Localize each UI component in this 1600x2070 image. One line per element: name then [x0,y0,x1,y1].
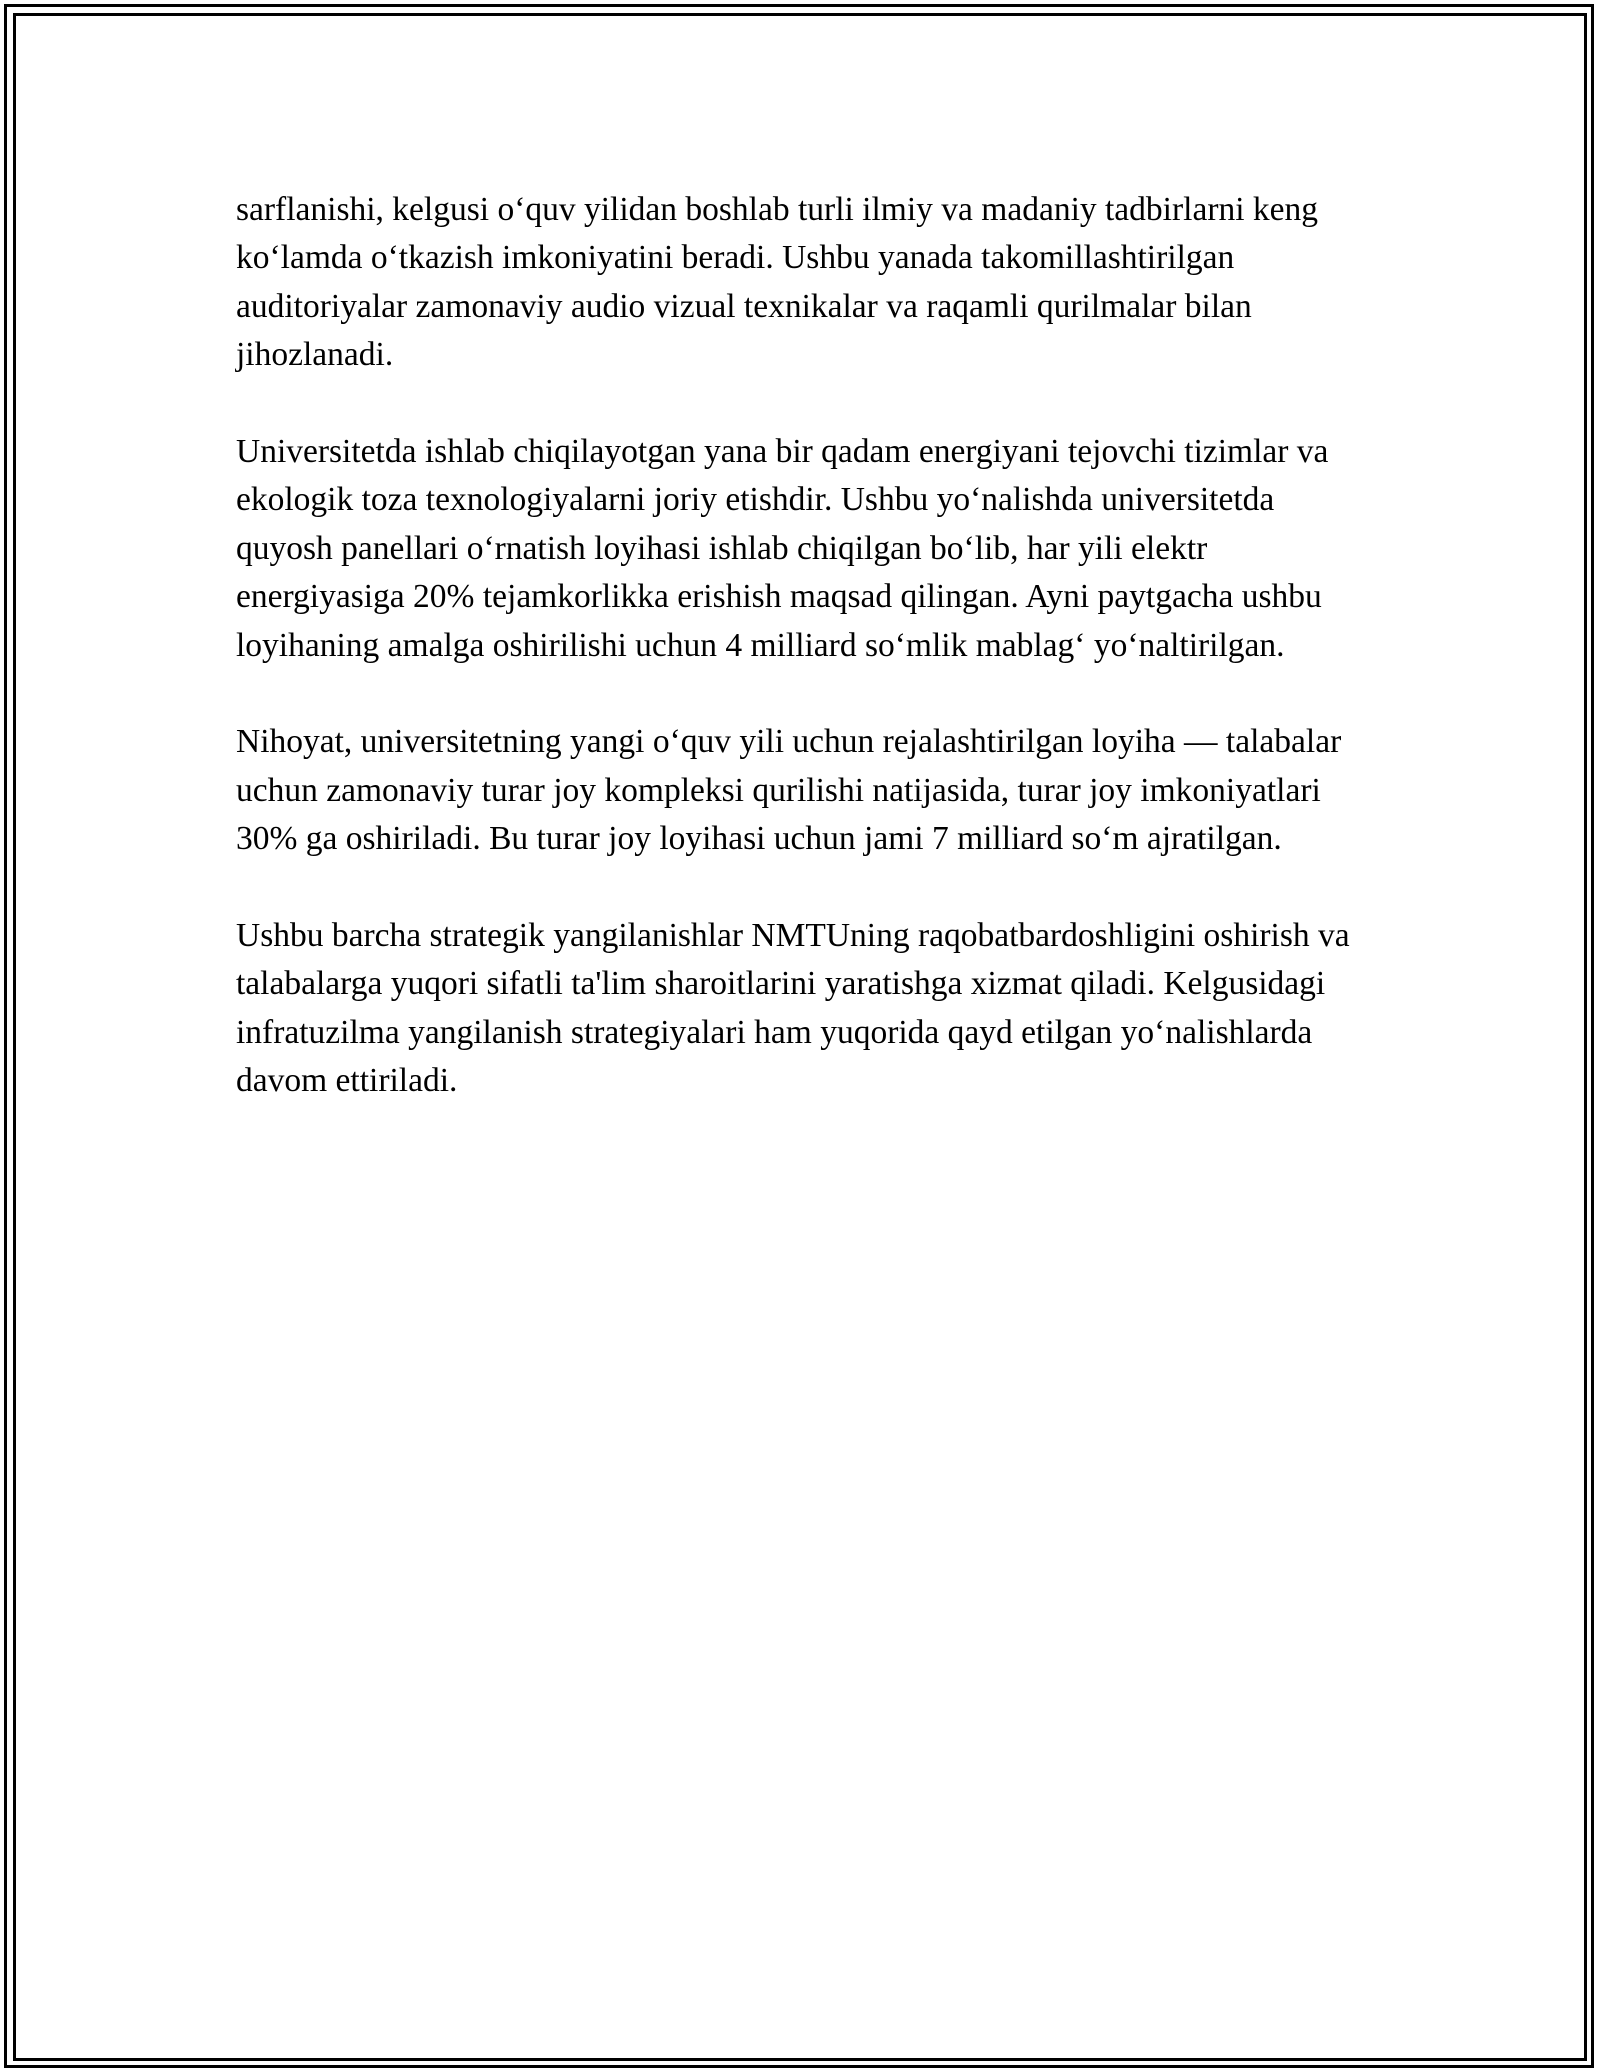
paragraph-student-housing: Nihoyat, universitetning yangi o‘quv yili uchun rejalashtirilgan loyiha — talabalar uchun zamonaviy turar joy kompleksi qurilishi natijasida, turar joy imkoniyatlari 30% ga oshiriladi. Bu turar joy loyihasi uchun jami 7 milliard so‘m ajratilgan. [236,723,1342,858]
paragraph-energy-saving: Universitetda ishlab chiqilayotgan yana bir qadam energiyani tejovchi tizimlar va ekologik toza texnologiyalarni joriy etishdir. Ushbu yo‘nalishda universitetda quyosh panellari o‘rnatish loyihasi ishlab chiqilgan bo‘lib, har yili elektr energiyasiga 20% tejamkorlikka erishish maqsad qilingan. Ayni paytgacha ushbu loyihaning amalga oshirilishi uchun 4 milliard so‘mlik mablag‘ yo‘naltirilgan. [236,433,1329,664]
paragraph-conclusion: Ushbu barcha strategik yangilanishlar NMTUning raqobatbardoshligini oshirish va talabalarga yuqori sifatli ta'lim sharoitlarini yaratishga xizmat qiladi. Kelgusidagi infratuzilma yangilanish strategiyalari ham yuqorida qayd etilgan yo‘nalishlarda davom ettiriladi. [236,917,1350,1100]
document-body [236,186,1366,1154]
paragraph-auditoriums: sarflanishi, kelgusi o‘quv yilidan boshlab turli ilmiy va madaniy tadbirlarni keng ko‘lamda o‘tkazish imkoniyatini beradi. Ushbu yanada takomillashtirilgan auditoriyalar zamonaviy audio vizual texnikalar va raqamli qurilmalar bilan jihozlanadi. [236,191,1319,374]
